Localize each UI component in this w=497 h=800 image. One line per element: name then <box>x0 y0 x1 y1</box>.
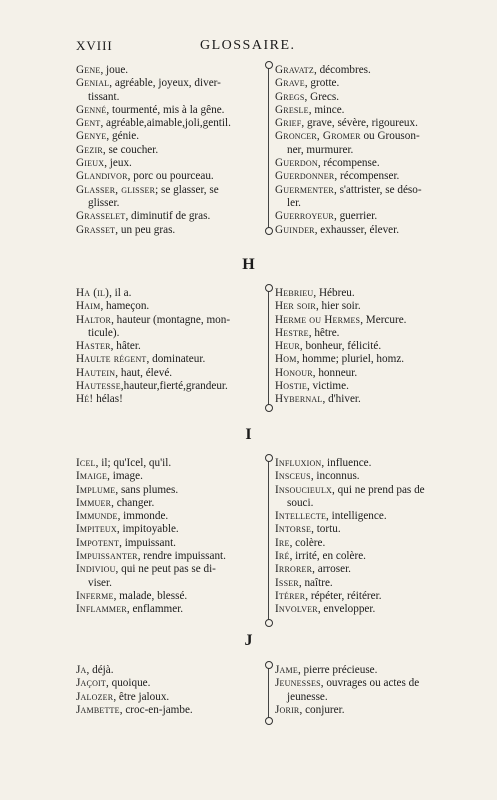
headword: Gresle <box>275 103 309 116</box>
definition: , conjurer. <box>299 703 345 716</box>
headword: Inflammer <box>76 603 127 616</box>
letter-heading-i: I <box>245 426 252 443</box>
definition: hélas! <box>93 393 123 406</box>
glossary-entry <box>76 550 266 563</box>
left-column <box>76 457 266 617</box>
glossary-entry <box>76 77 266 104</box>
glossary-entry <box>275 677 485 704</box>
page-number: XVIII <box>76 38 113 53</box>
definition: , s'attrister, se déso- <box>333 183 422 196</box>
glossary-entry <box>76 144 266 157</box>
glossary-entry <box>76 510 266 523</box>
glossary-entry <box>76 484 266 497</box>
headword: Jalozer <box>76 690 114 703</box>
glossary-entry <box>76 497 266 510</box>
headword: Hestre <box>275 326 309 339</box>
definition: , répéter, réitérer. <box>305 589 382 602</box>
definition: , grave, sévère, rigoureux. <box>301 117 418 130</box>
glossary-entry <box>76 170 266 183</box>
column-ornament <box>265 61 273 69</box>
right-column <box>268 64 485 236</box>
headword: Impiteux <box>76 523 117 536</box>
definition: , sans plumes. <box>115 483 179 496</box>
definition: , être jaloux. <box>113 690 170 703</box>
glossary-entry <box>275 327 485 340</box>
headword: Insoucieulx <box>275 483 333 496</box>
glossary-entry <box>275 510 485 523</box>
glossary-entry <box>275 353 485 366</box>
headword: Grasset <box>76 223 116 236</box>
definition: , tortu. <box>311 523 341 536</box>
definition: ; se glasser, se <box>155 183 219 196</box>
headword: Ha (il) <box>76 287 110 299</box>
running-title: GLOSSAIRE. <box>200 38 296 53</box>
right-column <box>268 457 485 624</box>
glossary-entry <box>275 537 485 550</box>
headword: Haulte régent <box>76 353 147 366</box>
definition: , porc ou pourceau. <box>127 170 214 183</box>
definition: , changer. <box>111 496 155 509</box>
glossary-entry <box>76 367 266 380</box>
headword: Insceus <box>275 470 311 483</box>
headword: Grief <box>275 117 302 130</box>
definition: , récompenser. <box>334 170 400 183</box>
headword: Heur <box>275 340 300 353</box>
glossary-entry <box>275 380 485 393</box>
definition: , qui ne prend pas de <box>332 483 425 496</box>
glossary-entry <box>76 117 266 130</box>
column-ornament <box>265 454 273 462</box>
definition: , impuissant. <box>119 536 176 549</box>
glossary-entry <box>76 393 266 406</box>
glossary-entry <box>76 677 266 690</box>
headword: Genné <box>76 103 107 116</box>
headword: Ja <box>76 664 87 676</box>
headword: Intorse <box>275 523 312 536</box>
headword: Glandivor <box>76 170 128 183</box>
headword: Guermenter <box>275 183 334 196</box>
glossary-entry <box>275 590 485 603</box>
glossary-entry <box>275 91 485 104</box>
glossary-entry <box>76 353 266 366</box>
definition: , haut, élevé. <box>115 366 173 379</box>
column-ornament <box>265 404 273 412</box>
headword: Irrorer <box>275 563 313 576</box>
headword: Gezir <box>76 143 103 156</box>
definition-continuation: ler. <box>287 196 301 209</box>
headword: Implume <box>76 483 116 496</box>
definition: , impitoyable. <box>116 523 179 536</box>
headword: Jeunesses <box>275 677 321 690</box>
headword: Hebrieu <box>275 287 314 299</box>
glossary-entry <box>275 210 485 223</box>
right-column <box>268 664 485 722</box>
headword: Jambette <box>76 703 120 716</box>
headword: Imaige <box>76 470 108 483</box>
definition: , génie. <box>106 130 140 143</box>
headword: Guinder <box>275 223 315 236</box>
glossary-entry <box>76 130 266 143</box>
headword: Icel <box>76 457 96 469</box>
glossary-entry <box>275 287 485 300</box>
definition: , hauteur (montagne, mon- <box>111 313 231 326</box>
definition: , un peu gras. <box>115 223 176 236</box>
headword: Immuer <box>76 496 112 509</box>
glossary-entry <box>275 130 485 157</box>
headword: Immunde <box>76 510 118 523</box>
headword: Groncer, Gromer <box>275 130 361 143</box>
glossary-entry <box>275 523 485 536</box>
definition: ,hauteur,fierté,grandeur. <box>120 380 228 393</box>
headword: Gregs <box>275 90 305 103</box>
definition: , récompense. <box>317 157 380 170</box>
definition: , image. <box>107 470 143 483</box>
left-column <box>76 64 266 237</box>
left-column <box>76 664 266 717</box>
definition: , qui ne peut pas se di- <box>115 563 216 576</box>
glossary-entry <box>275 484 485 511</box>
definition: , hier soir. <box>315 300 361 313</box>
definition: , inconnus. <box>310 470 360 483</box>
headword: Jame <box>275 664 298 676</box>
headword: Iré <box>275 550 290 563</box>
glossary-entry <box>76 704 266 717</box>
definition: , enflammer. <box>126 603 184 616</box>
glossary-entry <box>76 340 266 353</box>
definition: , d'hiver. <box>322 393 361 406</box>
definition: , Grecs. <box>304 90 340 103</box>
definition: , hâter. <box>110 340 141 353</box>
glossary-entry <box>76 380 266 393</box>
headword: Hé! <box>76 393 94 406</box>
headword: Gravatz <box>275 64 314 76</box>
definition: , influence. <box>321 457 372 469</box>
headword: Jaçoit <box>76 677 106 690</box>
headword: Haster <box>76 340 111 353</box>
headword: Itérer <box>275 589 306 602</box>
headword: Haim <box>76 300 101 313</box>
definition: , exhausser, élever. <box>314 223 400 236</box>
headword: Haltor <box>76 313 112 326</box>
definition: , immonde. <box>117 510 169 523</box>
definition: , agréable, joyeux, diver- <box>109 77 221 90</box>
definition: , rendre impuissant. <box>137 550 226 563</box>
definition-continuation: tissant. <box>88 90 120 103</box>
headword: Glasser, glisser <box>76 183 156 196</box>
definition: , Hébreu. <box>313 287 355 299</box>
definition: , colère. <box>289 536 326 549</box>
definition: , irrité, en colère. <box>289 550 366 563</box>
definition-continuation: glisser. <box>88 196 120 209</box>
headword: Hautein <box>76 366 116 379</box>
headword: Gieux <box>76 157 105 170</box>
definition: , arroser. <box>312 563 351 576</box>
glossary-entry <box>275 664 485 677</box>
definition: ou Grouson- <box>360 130 420 143</box>
glossary-entry <box>76 300 266 313</box>
headword: Impuissanter <box>76 550 138 563</box>
glossary-entry <box>275 367 485 380</box>
definition: , joue. <box>100 64 129 76</box>
headword: Influxion <box>275 457 322 469</box>
glossary-entry <box>76 664 266 677</box>
glossary-entry <box>76 563 266 590</box>
headword: Jorir <box>275 703 300 716</box>
letter-heading-h: H <box>242 256 255 273</box>
headword: Guerdon <box>275 157 318 170</box>
headword: Ire <box>275 536 290 549</box>
headword: Guerroyeur <box>275 210 334 223</box>
glossary-entry <box>275 470 485 483</box>
headword: Genial <box>76 77 110 90</box>
definition: , intelligence. <box>326 510 387 523</box>
definition-continuation: souci. <box>287 496 314 509</box>
headword: Honour <box>275 366 313 379</box>
headword: Isser <box>275 576 299 589</box>
glossary-entry <box>275 393 485 406</box>
definition: , il; qu'Icel, qu'il. <box>95 457 172 469</box>
glossary-entry <box>275 170 485 183</box>
definition: , naître. <box>298 576 333 589</box>
glossary-entry <box>76 537 266 550</box>
definition: , jeux. <box>104 157 132 170</box>
headword: Gent <box>76 117 101 130</box>
headword: Guerdonner <box>275 170 335 183</box>
glossary-entry <box>275 340 485 353</box>
headword: Genye <box>76 130 107 143</box>
glossary-entry <box>275 577 485 590</box>
right-column <box>268 287 485 409</box>
glossary-entry <box>76 157 266 170</box>
definition: , hêtre. <box>308 326 340 339</box>
column-ornament <box>265 661 273 669</box>
letter-heading-j: J <box>244 632 253 649</box>
glossary-entry <box>275 64 485 77</box>
column-ornament <box>265 227 273 235</box>
definition: , déjà. <box>86 664 114 676</box>
definition: , quoique. <box>106 677 151 690</box>
column-ornament <box>265 284 273 292</box>
glossary-entry <box>275 314 485 327</box>
definition-continuation: viser. <box>88 576 112 589</box>
definition: , homme; pluriel, homz. <box>296 353 405 366</box>
definition-continuation: ticule). <box>88 326 120 339</box>
glossary-entry <box>275 603 485 616</box>
definition: , se coucher. <box>102 143 159 156</box>
headword: Impotent <box>76 536 120 549</box>
headword: Inferme <box>76 589 114 602</box>
definition: , pierre précieuse. <box>297 664 378 676</box>
glossary-entry <box>76 224 266 237</box>
glossary-entry <box>275 550 485 563</box>
glossary-entry <box>275 104 485 117</box>
definition-continuation: ner, murmurer. <box>287 143 354 156</box>
glossary-entry <box>76 184 266 211</box>
definition: , guerrier. <box>333 210 378 223</box>
glossary-entry <box>275 157 485 170</box>
glossary-entry <box>275 563 485 576</box>
headword: Grasselet <box>76 210 126 223</box>
headword: Intellecte <box>275 510 327 523</box>
definition: , bonheur, félicité. <box>299 340 382 353</box>
headword: Her soir <box>275 300 316 313</box>
glossary-entry <box>76 457 266 470</box>
definition: , honneur. <box>312 366 358 379</box>
glossary-entry <box>76 314 266 341</box>
definition: , croc-en-jambe. <box>119 703 193 716</box>
glossary-entry <box>275 117 485 130</box>
glossary-entry <box>76 104 266 117</box>
headword: Grave <box>275 77 305 90</box>
left-column <box>76 287 266 407</box>
glossary-entry <box>76 210 266 223</box>
definition: , Mercure. <box>360 313 407 326</box>
definition: , malade, blessé. <box>113 589 188 602</box>
definition: , mince. <box>308 103 345 116</box>
definition: , grotte. <box>304 77 340 90</box>
definition: , il a. <box>109 287 132 299</box>
glossary-entry <box>275 457 485 470</box>
headword: Involver <box>275 603 318 616</box>
headword: Hostie <box>275 380 307 393</box>
definition: , envelopper. <box>317 603 376 616</box>
glossary-entry <box>76 603 266 616</box>
definition: , diminutif de gras. <box>125 210 211 223</box>
headword: Hybernal <box>275 393 323 406</box>
page-header <box>0 38 497 58</box>
headword: Gene <box>76 64 101 76</box>
glossary-entry <box>76 470 266 483</box>
glossary-entry <box>275 224 485 237</box>
definition: , ouvrages ou actes de <box>320 677 420 690</box>
headword: Herme ou Hermes <box>275 313 361 326</box>
definition: , victime. <box>306 380 349 393</box>
glossary-entry <box>275 77 485 90</box>
glossary-entry <box>275 300 485 313</box>
headword: Hom <box>275 353 297 366</box>
glossary-entry <box>76 523 266 536</box>
definition-continuation: jeunesse. <box>287 690 328 703</box>
glossary-entry <box>76 64 266 77</box>
column-ornament <box>265 717 273 725</box>
headword: Hautesse <box>76 380 121 393</box>
headword: Indiviou <box>76 563 116 576</box>
definition: , tourmenté, mis à la gêne. <box>106 103 225 116</box>
glossary-entry <box>76 287 266 300</box>
glossary-entry <box>76 691 266 704</box>
definition: , agréable,aimable,joli,gentil. <box>100 117 231 130</box>
definition: , dominateur. <box>146 353 206 366</box>
glossary-entry <box>275 704 485 717</box>
glossary-entry <box>275 184 485 211</box>
glossary-entry <box>76 590 266 603</box>
definition: , décombres. <box>313 64 371 76</box>
column-ornament <box>265 619 273 627</box>
definition: , hameçon. <box>100 300 150 313</box>
